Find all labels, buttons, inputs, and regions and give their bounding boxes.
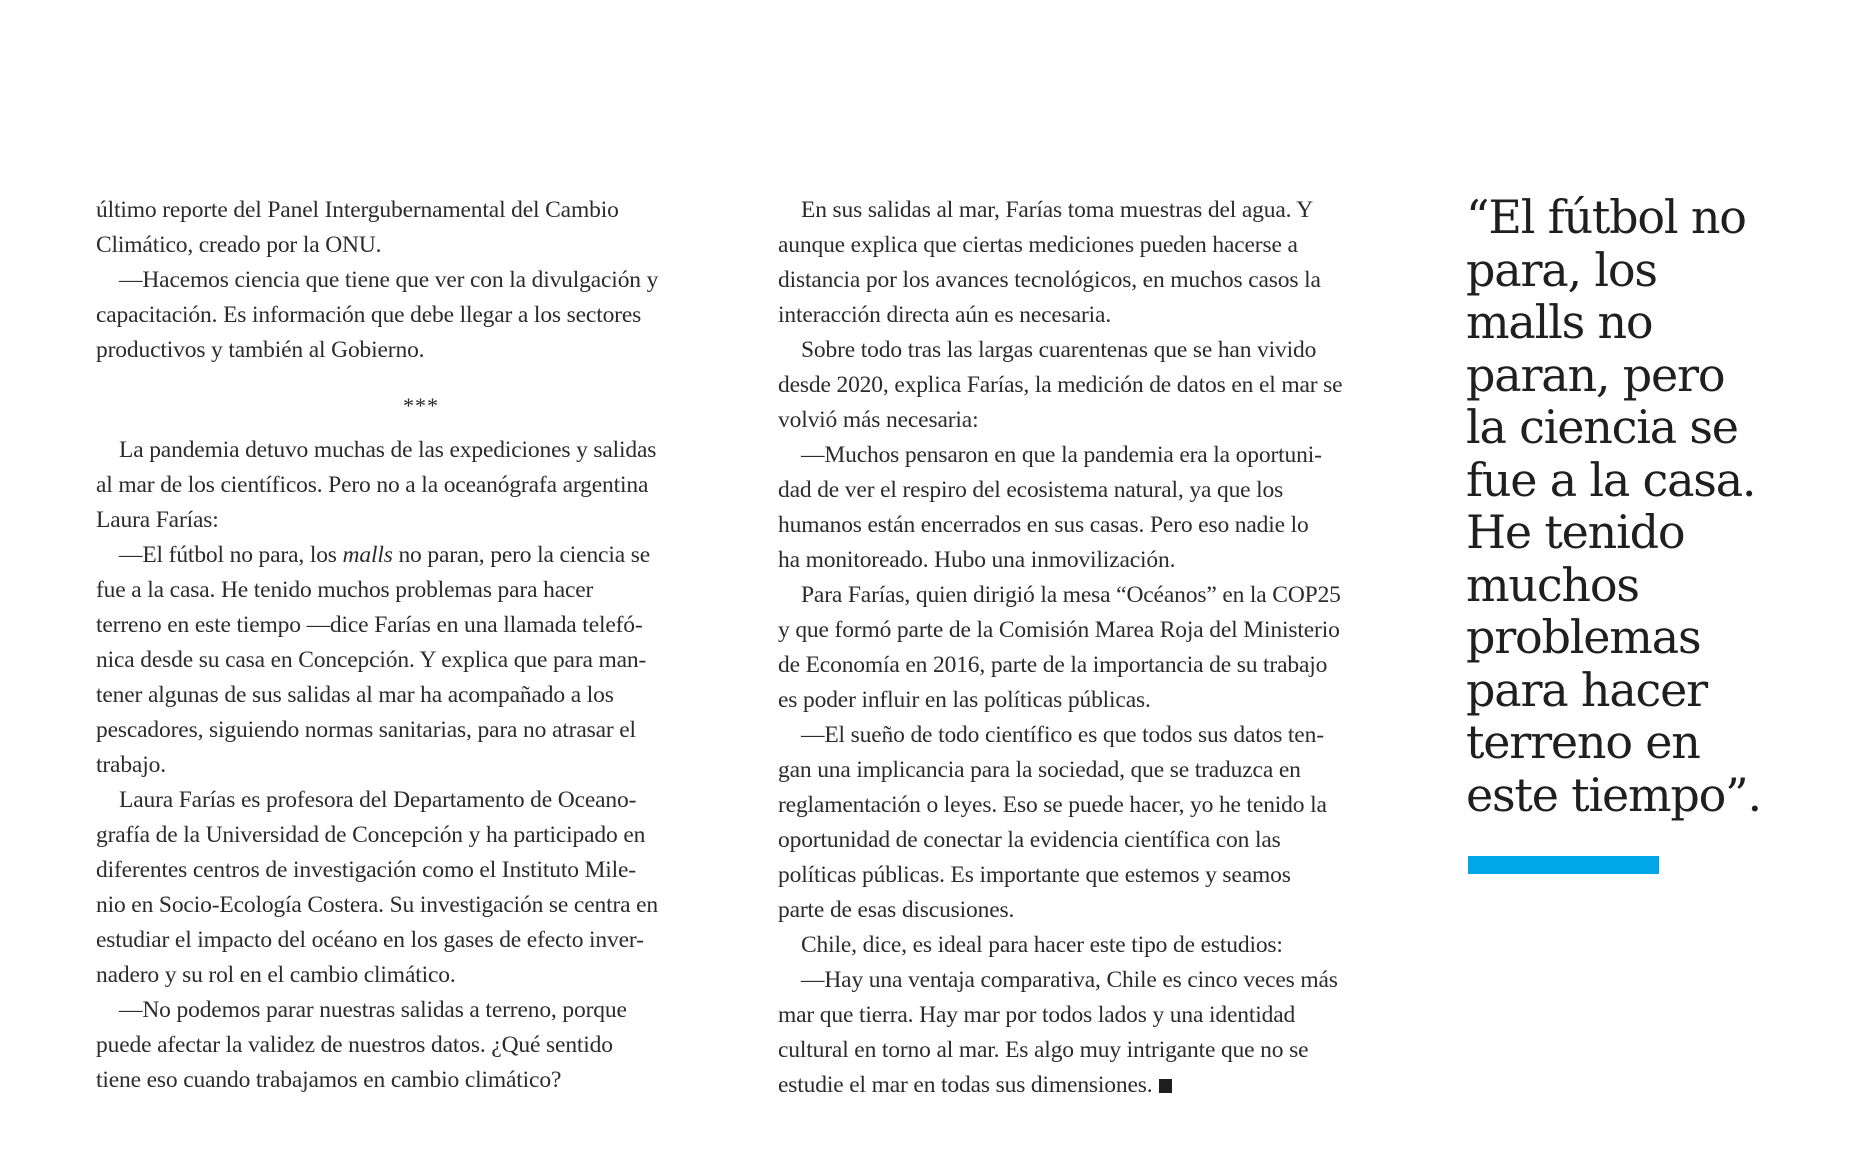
text-line: Sobre todo tras las largas cuarentenas que se han vivido: [801, 337, 1317, 363]
text-line: productivos y también al Gobierno.: [96, 337, 425, 363]
pull-quote-line: malls no: [1466, 295, 1653, 349]
text-line: terreno en este tiempo —dice Farías en una llamada telefó-: [96, 612, 643, 638]
pull-quote-line: problemas: [1466, 610, 1701, 664]
text-line: ha monitoreado. Hubo una inmovilización.: [778, 547, 1176, 573]
text-line: dad de ver el respiro del ecosistema natural, ya que los: [778, 477, 1284, 503]
text-line: al mar de los científicos. Pero no a la oceanógrafa argentina: [96, 472, 649, 498]
text-line: nio en Socio-Ecología Costera. Su investigación se centra en: [96, 892, 659, 918]
quote-line-before: —El fútbol no para, los: [119, 542, 343, 568]
text-line: —Hay una ventaja comparativa, Chile es cinco veces más: [801, 967, 1338, 993]
text-line: mar que tierra. Hay mar por todos lados y una identidad: [778, 1002, 1296, 1028]
text-line: parte de esas discusiones.: [778, 897, 1015, 923]
text-line: —Hacemos ciencia que tiene que ver con la divulgación y: [119, 267, 659, 293]
pull-quote: [1466, 191, 1846, 821]
pull-quote-line: la ciencia se: [1466, 400, 1738, 454]
pull-quote-line: muchos: [1466, 557, 1639, 612]
text-line: reglamentación o leyes. Eso se puede hacer, yo he tenido la: [778, 792, 1327, 818]
middle-paragraphs: [778, 193, 1450, 1068]
pull-quote-line: “El fútbol no: [1466, 190, 1746, 244]
text-line: fue a la casa. He tenido muchos problemas para hacer: [96, 577, 594, 603]
final-line: [778, 1068, 1450, 1103]
pull-quote-line: paran, pero: [1466, 347, 1725, 402]
quote-line-after: no paran, pero la ciencia se: [392, 542, 651, 568]
middle-column: [778, 193, 1450, 1103]
quote-line-italic: malls: [342, 542, 393, 568]
text-line: Climático, creado por la ONU.: [96, 232, 382, 258]
text-line: es poder influir en las políticas públicas.: [778, 687, 1151, 713]
text-line: políticas públicas. Es importante que estemos y seamos: [778, 862, 1291, 888]
text-line: La pandemia detuvo muchas de las expediciones y salidas: [119, 437, 657, 463]
text-line: nadero y su rol en el cambio climático.: [96, 962, 456, 988]
pull-quote-accent-bar: [1468, 856, 1659, 874]
pull-quote-line: fue a la casa.: [1466, 452, 1756, 507]
text-line: —Muchos pensaron en que la pandemia era la oportuni-: [801, 442, 1322, 468]
text-line: En sus salidas al mar, Farías toma muestras del agua. Y: [801, 197, 1314, 223]
text-line: último reporte del Panel Intergubernamental del Cambio: [96, 197, 619, 223]
text-line: gan una implicancia para la sociedad, que se traduzca en: [778, 757, 1301, 783]
text-line: diferentes centros de investigación como el Instituto Mile-: [96, 857, 636, 883]
text-line: Para Farías, quien dirigió la mesa “Océanos” en la COP25: [801, 582, 1341, 608]
pull-quote-line: para hacer: [1466, 662, 1707, 717]
paragraph-block-1: [96, 193, 756, 368]
quote-line: [96, 538, 756, 573]
text-line: grafía de la Universidad de Concepción y ha participado en: [96, 822, 646, 848]
text-line: humanos están encerrados en sus casas. Pero eso nadie lo: [778, 512, 1309, 538]
text-line: desde 2020, explica Farías, la medición de datos en el mar se: [778, 372, 1343, 398]
text-line: cultural en torno al mar. Es algo muy intrigante que no se: [778, 1037, 1309, 1063]
text-line: tiene eso cuando trabajamos en cambio climático?: [96, 1067, 562, 1093]
pull-quote-line: terreno en: [1466, 715, 1700, 769]
text-line: volvió más necesaria:: [778, 407, 979, 433]
pull-quote-line: He tenido: [1466, 505, 1685, 559]
text-line: aunque explica que ciertas mediciones pueden hacerse a: [778, 232, 1298, 258]
text-line: trabajo.: [96, 752, 166, 778]
end-mark-icon: [1159, 1079, 1172, 1093]
paragraph-block-2: [96, 433, 756, 538]
text-line: estudiar el impacto del océano en los gases de efecto inver-: [96, 927, 644, 953]
text-line: —El sueño de todo científico es que todos sus datos ten-: [801, 722, 1324, 748]
text-line: tener algunas de sus salidas al mar ha acompañado a los: [96, 682, 614, 708]
final-line-text: estudie el mar en todas sus dimensiones.: [778, 1072, 1153, 1098]
text-line: —No podemos parar nuestras salidas a terreno, porque: [119, 997, 627, 1023]
text-line: capacitación. Es información que debe llegar a los sectores: [96, 302, 642, 328]
text-line: Chile, dice, es ideal para hacer este tipo de estudios:: [801, 932, 1283, 958]
separator-asterisks: ***: [403, 393, 439, 418]
text-line: pescadores, siguiendo normas sanitarias, para no atrasar el: [96, 717, 636, 743]
text-line: interacción directa aún es necesaria.: [778, 302, 1112, 328]
left-column: [96, 193, 756, 1098]
text-line: oportunidad de conectar la evidencia científica con las: [778, 827, 1281, 853]
section-separator: [96, 368, 746, 433]
text-line: Laura Farías es profesora del Departamento de Oceano-: [119, 787, 637, 813]
pull-quote-line: para, los: [1466, 242, 1657, 297]
text-line: distancia por los avances tecnológicos, en muchos casos la: [778, 267, 1321, 293]
text-line: y que formó parte de la Comisión Marea Roja del Ministerio: [778, 617, 1340, 643]
text-line: puede afectar la validez de nuestros datos. ¿Qué sentido: [96, 1032, 613, 1058]
text-line: de Economía en 2016, parte de la importancia de su trabajo: [778, 652, 1328, 678]
paragraph-block-3: [96, 573, 756, 1098]
text-line: Laura Farías:: [96, 507, 219, 533]
text-line: nica desde su casa en Concepción. Y explica que para man-: [96, 647, 647, 673]
pull-quote-line: este tiempo”.: [1466, 767, 1761, 822]
